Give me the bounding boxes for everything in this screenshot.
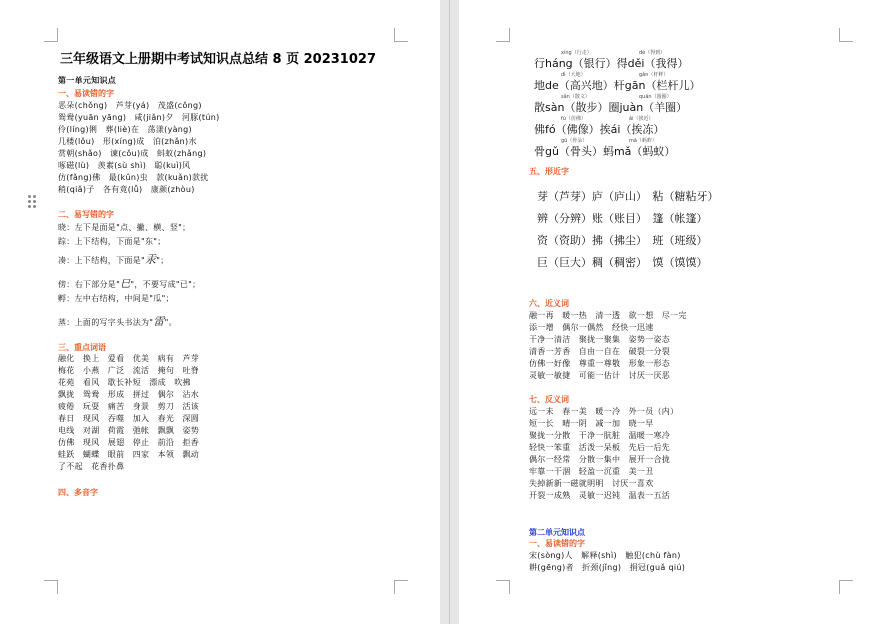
text-line: 啄磁(lù) 羡素(sù shì) 聪(kuì)风 bbox=[58, 161, 191, 170]
text-line-suffix: "，不要写成"已"； bbox=[130, 280, 201, 289]
pinyin-note: fú（仿佛） bbox=[561, 116, 586, 122]
document-page-right bbox=[459, 0, 890, 624]
similar-char-line: 巨（巨大）稠（稠密） 馍（馍馍） bbox=[537, 256, 708, 269]
pinyin-note: dì（大地） bbox=[561, 72, 586, 78]
text-line: 蛙跃 蝴蝶 眼前 四家 本领 飘动 bbox=[58, 450, 200, 459]
polyphone-line: 散sàn（散步）圈juàn（羊圈） bbox=[534, 101, 688, 114]
section-heading: 一、易读错的字 bbox=[58, 89, 114, 98]
margin-corner-marker bbox=[839, 28, 853, 42]
text-line: 偶尔一经常 分散一集中 展开一合拢 bbox=[529, 455, 671, 464]
text-line: 清香一芳香 自由一自在 破裂一分裂 bbox=[529, 347, 671, 356]
text-line: 仿佛一好像 尊重一尊敬 形象一形态 bbox=[529, 359, 671, 368]
text-line: 疲倦 玩耍 痛苦 身景 剪刀 活该 bbox=[58, 402, 200, 411]
similar-char-line: 芽（芦芽）庐（庐山） 粘（糖粘牙） bbox=[537, 190, 719, 203]
margin-corner-marker bbox=[44, 580, 58, 594]
text-line-prefix: 傍：右下部分是" bbox=[58, 280, 121, 289]
text-line: 几楼(lǒu) 形(xíng)成 泊(zhǎn)水 bbox=[58, 137, 197, 146]
text-line bbox=[58, 317, 177, 328]
unit-heading: 第一单元知识点 bbox=[58, 76, 117, 85]
margin-corner-marker bbox=[394, 28, 408, 42]
text-line: 短一长 晴一阴 减一加 晓一早 bbox=[529, 419, 654, 428]
section-heading: 三、重点词语 bbox=[58, 343, 106, 352]
margin-corner-marker bbox=[44, 28, 58, 42]
section-heading: 二、易写错的字 bbox=[58, 210, 114, 219]
document-page-left bbox=[0, 0, 440, 624]
text-line: 了不起 花香扑鼻 bbox=[58, 462, 125, 471]
polyphone-line: 行háng（银行）得děi（我得） bbox=[534, 57, 689, 70]
section-heading: 一、易读错的字 bbox=[529, 539, 585, 548]
text-line: 牢靠一干涸 轻盈一沉重 美一丑 bbox=[529, 467, 654, 476]
text-line-suffix: "。 bbox=[164, 318, 177, 327]
text-line: 耕(gēng)者 折颈(jǐng) 捐冠(guǎ qiú) bbox=[529, 563, 686, 572]
text-line-prefix: 蒸：上面的写字头书法为" bbox=[58, 318, 154, 327]
section-heading: 六、近义词 bbox=[529, 299, 569, 308]
margin-corner-marker bbox=[394, 580, 408, 594]
pinyin-note: mā（蚂蚱） bbox=[629, 138, 657, 144]
similar-char-line: 辨（分辨）账（账目） 篷（帐篷） bbox=[537, 212, 708, 225]
handwritten-glyph: 巳 bbox=[120, 279, 131, 290]
text-line-prefix: 凑：上下结构，下面是" bbox=[58, 256, 145, 265]
text-line: 宋(sòng)人 解释(shì) 触犯(chù fàn) bbox=[529, 551, 681, 560]
text-line: 恶朵(chǒng) 芦芽(yá) 茂盛(cǒng) bbox=[58, 101, 202, 110]
text-line: 电线 对湖 荷霞 弛帐 飘飘 姿势 bbox=[58, 426, 200, 435]
document-title: 三年级语文上册期中考试知识点总结 8 页 20231027 bbox=[60, 52, 376, 67]
text-line: 赏朝(shǎo) 谏(cǒu)成 蚪蚁(zhǎng) bbox=[58, 149, 207, 158]
page-divider bbox=[449, 0, 450, 624]
unit-heading: 第二单元知识点 bbox=[529, 528, 585, 537]
text-line: 添一增 偶尔一偶然 经快一迅速 bbox=[529, 323, 654, 332]
text-line: 踪：上下结构，下面是"东"； bbox=[58, 237, 166, 246]
text-line: 伶(líng)俐 葬(liè)在 荡漾(yàng) bbox=[58, 125, 192, 134]
margin-corner-marker bbox=[496, 28, 510, 42]
text-line: 失掉新新一磁就明明 讨厌一喜欢 bbox=[529, 479, 654, 488]
polyphone-line: 骨gǔ（骨头）蚂mǎ（蚂蚁） bbox=[534, 145, 676, 158]
margin-corner-marker bbox=[839, 580, 853, 594]
text-line: 远一未 春一美 暖一冷 外一员（内） bbox=[529, 407, 679, 416]
pinyin-note: dé（得到） bbox=[639, 50, 666, 56]
pinyin-note: xíng（行走） bbox=[561, 50, 592, 56]
text-line: 花苑 看风 歇长补短 漂成 吹拂 bbox=[58, 378, 191, 387]
polyphone-line: 佛fó（佛像）挨ái（挨冻） bbox=[534, 123, 665, 136]
drag-handle-icon[interactable] bbox=[28, 195, 38, 209]
text-line: 鸳鸯(yuān yāng) 咸(jiǎn)夕 河豚(tún) bbox=[58, 113, 220, 122]
text-line: 春日 现风 吞噬 加入 春光 深圆 bbox=[58, 414, 200, 423]
text-line: 干净一清洁 聚拢一聚集 姿势一姿态 bbox=[529, 335, 671, 344]
handwritten-glyph: 汞 bbox=[144, 253, 157, 266]
pinyin-note: gū（骨朵） bbox=[561, 138, 588, 144]
pinyin-note: gǎn（杆秤） bbox=[639, 72, 669, 78]
text-line bbox=[58, 255, 169, 266]
handwritten-glyph: 雷 bbox=[153, 315, 165, 328]
section-heading: 四、多音字 bbox=[58, 488, 98, 497]
text-line: 仿(fǎng)佛 最(kǔn)虫 款(kuǎn)款扰 bbox=[58, 173, 209, 182]
text-line: 仿佛 现风 展翅 停止 前沿 拒香 bbox=[58, 438, 200, 447]
section-heading: 五、形近字 bbox=[529, 167, 569, 176]
similar-char-line: 资（资助）拂（拂尘） 班（班级） bbox=[537, 234, 708, 247]
margin-corner-marker bbox=[496, 580, 510, 594]
section-heading: 七、反义词 bbox=[529, 395, 569, 404]
text-line: 融一再 暖一热 清一透 欲一想 尽一完 bbox=[529, 311, 687, 320]
text-line: 孵：左中右结构，中间是"瓜"； bbox=[58, 294, 174, 303]
pinyin-note: quān（圆圈） bbox=[639, 94, 672, 100]
text-line-suffix: "； bbox=[156, 256, 169, 265]
text-line: 飘拢 鸳鸯 形成 拼过 偶尔 沾水 bbox=[58, 390, 200, 399]
text-line: 聚拢一分散 干净一肮脏 温暖一寒冷 bbox=[529, 431, 671, 440]
text-line bbox=[58, 280, 200, 290]
pinyin-note: sǎn（散文） bbox=[561, 94, 590, 100]
text-line: 轻快一笨重 活泼一呆板 先后一后先 bbox=[529, 443, 671, 452]
text-line: 晓：左下是面是"点、撇、横、竖"； bbox=[58, 223, 191, 232]
polyphone-line: 地de（高兴地）杆gān（栏杆儿） bbox=[534, 79, 701, 92]
text-line: 梅花 小燕 广泛 流活 掩句 吐脊 bbox=[58, 366, 200, 375]
text-line: 稍(qiǎ)子 各有竟(lǚ) 康颜(zhòu) bbox=[58, 185, 195, 194]
pinyin-note: āi（挨近） bbox=[629, 116, 654, 122]
text-line: 灵敏一敏捷 可能一估计 讨厌一厌恶 bbox=[529, 371, 671, 380]
text-line: 融化 换上 爱看 优美 病有 芦芽 bbox=[58, 354, 200, 363]
text-line: 开裂一成熟 灵敏一迟钝 温表一五活 bbox=[529, 491, 671, 500]
